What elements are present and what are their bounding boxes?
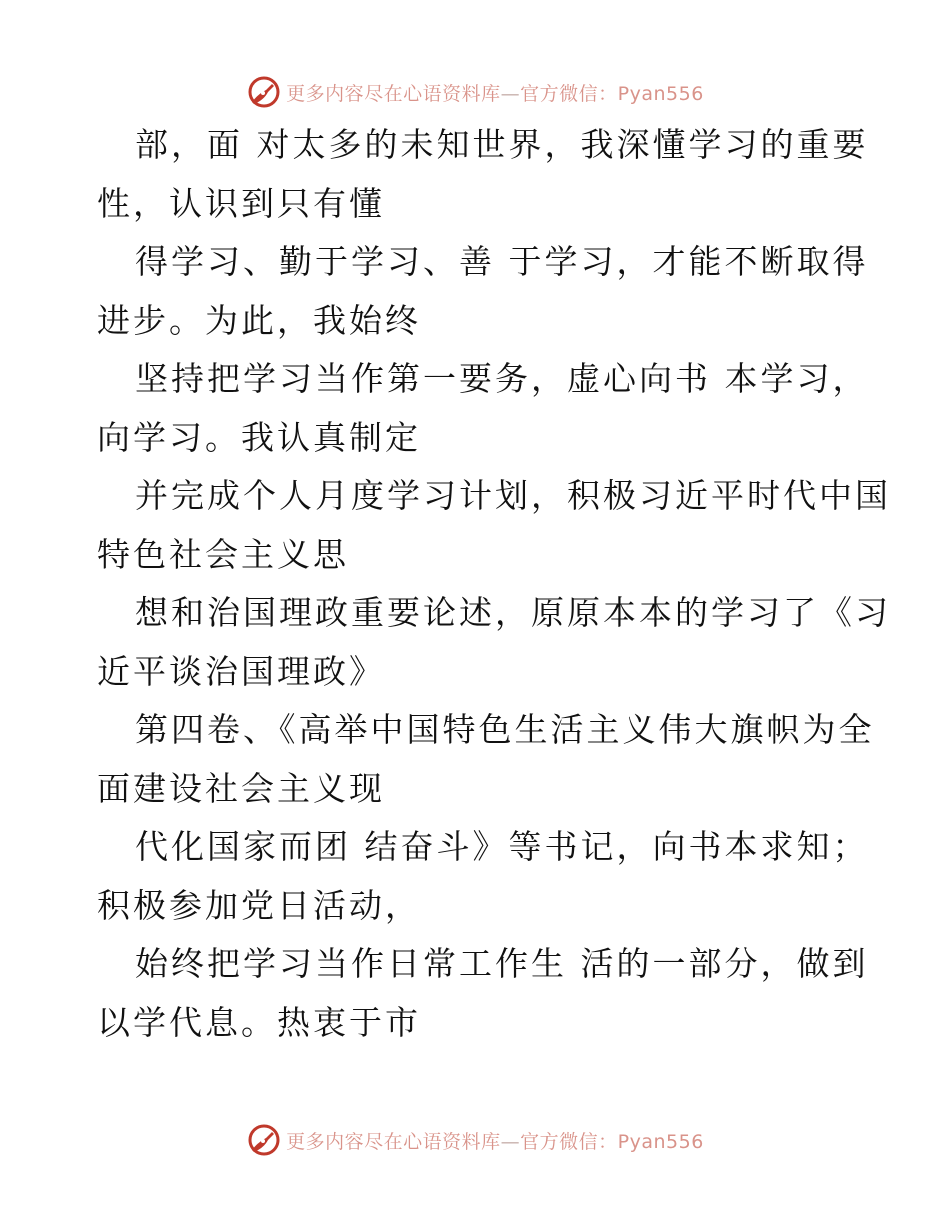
paragraph-line: 部，面 对太多的未知世界，我深懂学习的重要 [135, 125, 869, 164]
paragraph-line: 得学习、勤于学习、善 于学习，才能不断取得 [135, 242, 869, 281]
pen-nib-logo-icon [246, 74, 282, 110]
paragraph-line: 并完成个人月度学习计划，积极习近平时代中国 [135, 476, 891, 515]
paragraph-line: 始终把学习当作日常工作生 活的一部分，做到 [135, 944, 869, 983]
footer-watermark [0, 1120, 950, 1160]
paragraph-line: 面建设社会主义现 [97, 768, 385, 808]
paragraph-line: 特色社会主义思 [97, 534, 349, 574]
watermark-text [286, 1127, 704, 1154]
pen-nib-logo-icon [246, 1122, 282, 1158]
watermark-separator: — [500, 82, 521, 105]
watermark-suffix: 官方微信：Pyan556 [520, 82, 704, 105]
watermark-prefix: 更多内容尽在心语资料库 [286, 1130, 501, 1153]
watermark-prefix: 更多内容尽在心语资料库 [286, 82, 501, 105]
paragraph-line: 坚持把学习当作第一要务，虚心向书 本学习， [135, 359, 869, 398]
paragraph-line: 以学代息。热衷于市 [97, 1002, 421, 1042]
watermark-suffix: 官方微信：Pyan556 [520, 1130, 704, 1153]
paragraph-line: 想和治国理政重要论述，原原本本的学习了《习 [135, 593, 891, 632]
paragraph-line: 进步。为此，我始终 [97, 300, 421, 340]
paragraph-line: 代化国家而团 结奋斗》等书记，向书本求知； [135, 827, 869, 866]
paragraph-line: 第四卷、《高举中国特色生活主义伟大旗帜为全 [135, 710, 875, 749]
document-body [97, 116, 891, 1052]
watermark-text [286, 79, 704, 106]
watermark-separator: — [500, 1130, 521, 1153]
paragraph-line: 性，认识到只有懂 [97, 183, 385, 223]
paragraph-line: 向学习。我认真制定 [97, 417, 421, 457]
paragraph-line: 近平谈治国理政》 [97, 651, 385, 691]
header-watermark [0, 72, 950, 112]
paragraph-line: 积极参加党日活动， [97, 885, 421, 925]
